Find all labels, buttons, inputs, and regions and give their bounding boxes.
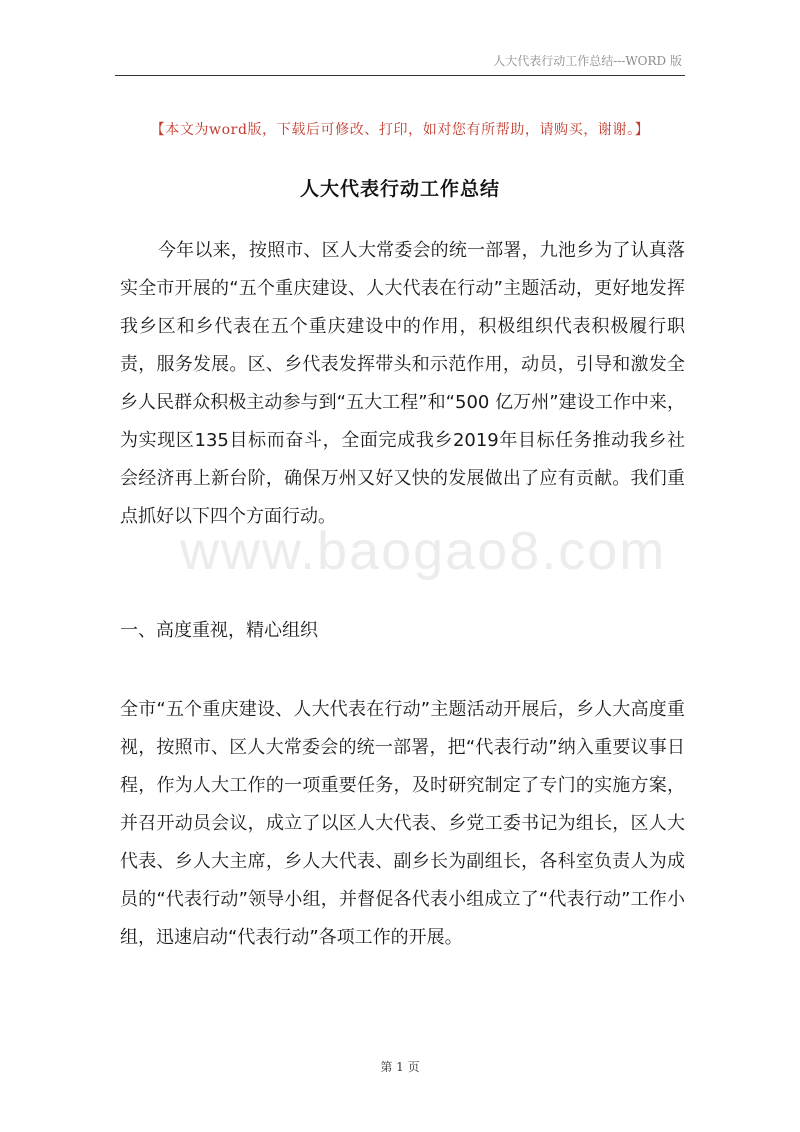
paragraph-intro: 今年以来，按照市、区人大常委会的统一部署，九池乡为了认真落实全市开展的“五个重庆建设、人大代表在行动”主题活动，更好地发挥我乡区和乡代表在五个重庆建设中的作用，积极组织代表积极履行职责，服务发展。区、乡代表发挥带头和示范作用，动员，引导和激发全乡人民群众积极主动参与到“五大工程”和“500 亿万州”建设工作中来，为实现区135目标而奋斗，全面完成我乡2019年目标任务推动我乡社会经济再上新台阶，确保万州又好又快的发展做出了应有贡献。我们重点抓好以下四个方面行动。 [120,240,685,527]
document-title: 人大代表行动工作总结 [299,178,500,200]
paragraph-section-1: 全市“五个重庆建设、人大代表在行动”主题活动开展后，乡人大高度重视，按照市、区人大常委会的统一部署，把“代表行动”纳入重要议事日程，作为人大工作的一项重要任务，及时研究制定了专门的实施方案，并召开动员会议，成立了以区人大代表、乡党工委书记为组长，区人大代表、乡人大主席，乡人大代表、副乡长为副组长，各科室负责人为成员的“代表行动”领导小组，并督促各代表小组成立了“代表行动”工作小组，迅速启动“代表行动”各项工作的开展。 [120,699,685,948]
purchase-notice: 【本文为word版，下载后可修改、打印，如对您有所帮助，请购买，谢谢。】 [150,122,650,138]
section-heading-1: 一、高度重视，精心组织 [120,620,318,641]
header-divider [115,75,685,76]
running-header: 人大代表行动工作总结---WORD 版 [493,54,682,68]
page-number: 第 1 页 [380,1060,420,1074]
watermark: www.baogao8.com [180,521,667,581]
